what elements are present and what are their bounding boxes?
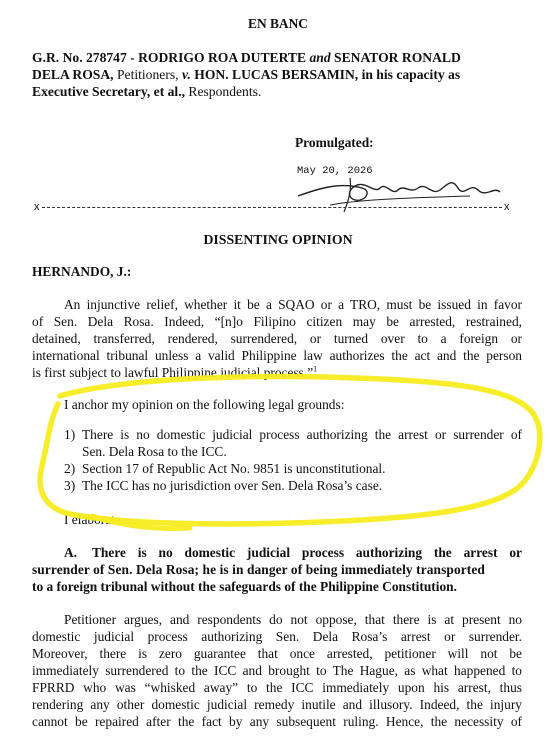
caption-part: DELA ROSA, bbox=[32, 67, 117, 82]
paragraph-2-line: immediately surrendered to the ICC and brought to The Hague, as what happened to bbox=[32, 663, 522, 678]
paragraph-1-line: of Sen. Dela Rosa. Indeed, “[n]o Filipino citizen may be arrested, restrained, bbox=[32, 314, 522, 329]
caption-respondents: Respondents. bbox=[188, 84, 262, 99]
paragraph-2-line: rendering any other domestic judicial remedy inutile and illusory. Indeed, the injury bbox=[32, 697, 522, 712]
case-caption-line-3 bbox=[32, 84, 261, 100]
caption-and: and bbox=[309, 50, 331, 65]
caption-part: SENATOR RONALD bbox=[330, 50, 461, 65]
ground-number: 3) bbox=[64, 478, 76, 493]
paragraph-2-line: FPRRD who was “whisked away” to the ICC immediately upon his arrest, thus bbox=[32, 680, 522, 695]
section-a-marker: A. bbox=[64, 545, 78, 560]
paragraph-1-last-line bbox=[32, 365, 317, 381]
caption-part: HON. LUCAS BERSAMIN, in his capacity as bbox=[190, 67, 461, 82]
separator-x-right: x bbox=[504, 201, 510, 213]
caption-part: G.R. No. 278747 - RODRIGO ROA DUTERTE bbox=[32, 50, 310, 65]
section-a-heading-line: to a foreign tribunal without the safeguards of the Philippine Constitution. bbox=[32, 579, 457, 594]
ground-text: Section 17 of Republic Act No. 9851 is unconstitutional. bbox=[82, 461, 386, 476]
opinion-author: HERNANDO, J.: bbox=[32, 264, 132, 279]
paragraph-1-line: international tribunal unless a valid Philippine law authorizes the act and the person bbox=[32, 348, 522, 363]
ground-text: The ICC has no jurisdiction over Sen. Dela Rosa’s case. bbox=[82, 478, 383, 493]
caption-petitioners: Petitioners, bbox=[116, 67, 182, 82]
opinion-title: DISSENTING OPINION bbox=[203, 232, 353, 247]
elaborate-text: I elaborate. bbox=[64, 512, 125, 527]
caption-part: Executive Secretary, et al., bbox=[32, 84, 189, 99]
ground-number: 1) bbox=[64, 427, 76, 442]
ground-text: There is no domestic judicial process authorizing the arrest or surrender of bbox=[82, 427, 522, 442]
paragraph-2-line: Moreover, there is zero guarantee that once arrested, petitioner will not be bbox=[32, 646, 522, 661]
separator-x-left: x bbox=[34, 201, 40, 213]
case-caption-line-2 bbox=[32, 67, 460, 83]
promulgation-date: May 20, 2026 bbox=[297, 165, 373, 177]
ground-text: Sen. Dela Rosa to the ICC. bbox=[82, 444, 227, 459]
paragraph-1-line: detained, transferred, rendered, surrendered, or turned over to a foreign or bbox=[32, 331, 522, 346]
promulgated-label: Promulgated: bbox=[295, 135, 374, 150]
footnote-marker: 1 bbox=[313, 364, 318, 374]
case-caption-line-1 bbox=[32, 50, 461, 66]
grounds-intro: I anchor my opinion on the following legal grounds: bbox=[64, 397, 345, 412]
section-a-heading-line: There is no domestic judicial process authorizing the arrest or bbox=[92, 545, 522, 560]
ground-number: 2) bbox=[64, 461, 76, 476]
en-banc-heading: EN BANC bbox=[248, 16, 308, 31]
paragraph-2-line: Petitioner argues, and respondents do not oppose, that there is at present no bbox=[64, 612, 522, 627]
separator-rule bbox=[42, 207, 502, 208]
paragraph-1-line: An injunctive relief, whether it be a SQAO or a TRO, must be issued in favor bbox=[64, 297, 522, 312]
paragraph-1-text: is first subject to lawful Philippine judicial process.” bbox=[32, 365, 314, 380]
caption-versus: v. bbox=[181, 67, 191, 82]
paragraph-2-line: cannot be repaired after the fact by any subsequent ruling. Hence, the necessity of bbox=[32, 714, 522, 729]
section-a-heading-line: surrender of Sen. Dela Rosa; he is in danger of being immediately transported bbox=[32, 562, 485, 577]
paragraph-2-line: domestic judicial process authorizing Sen. Dela Rosa’s arrest or surrender. bbox=[32, 629, 522, 644]
